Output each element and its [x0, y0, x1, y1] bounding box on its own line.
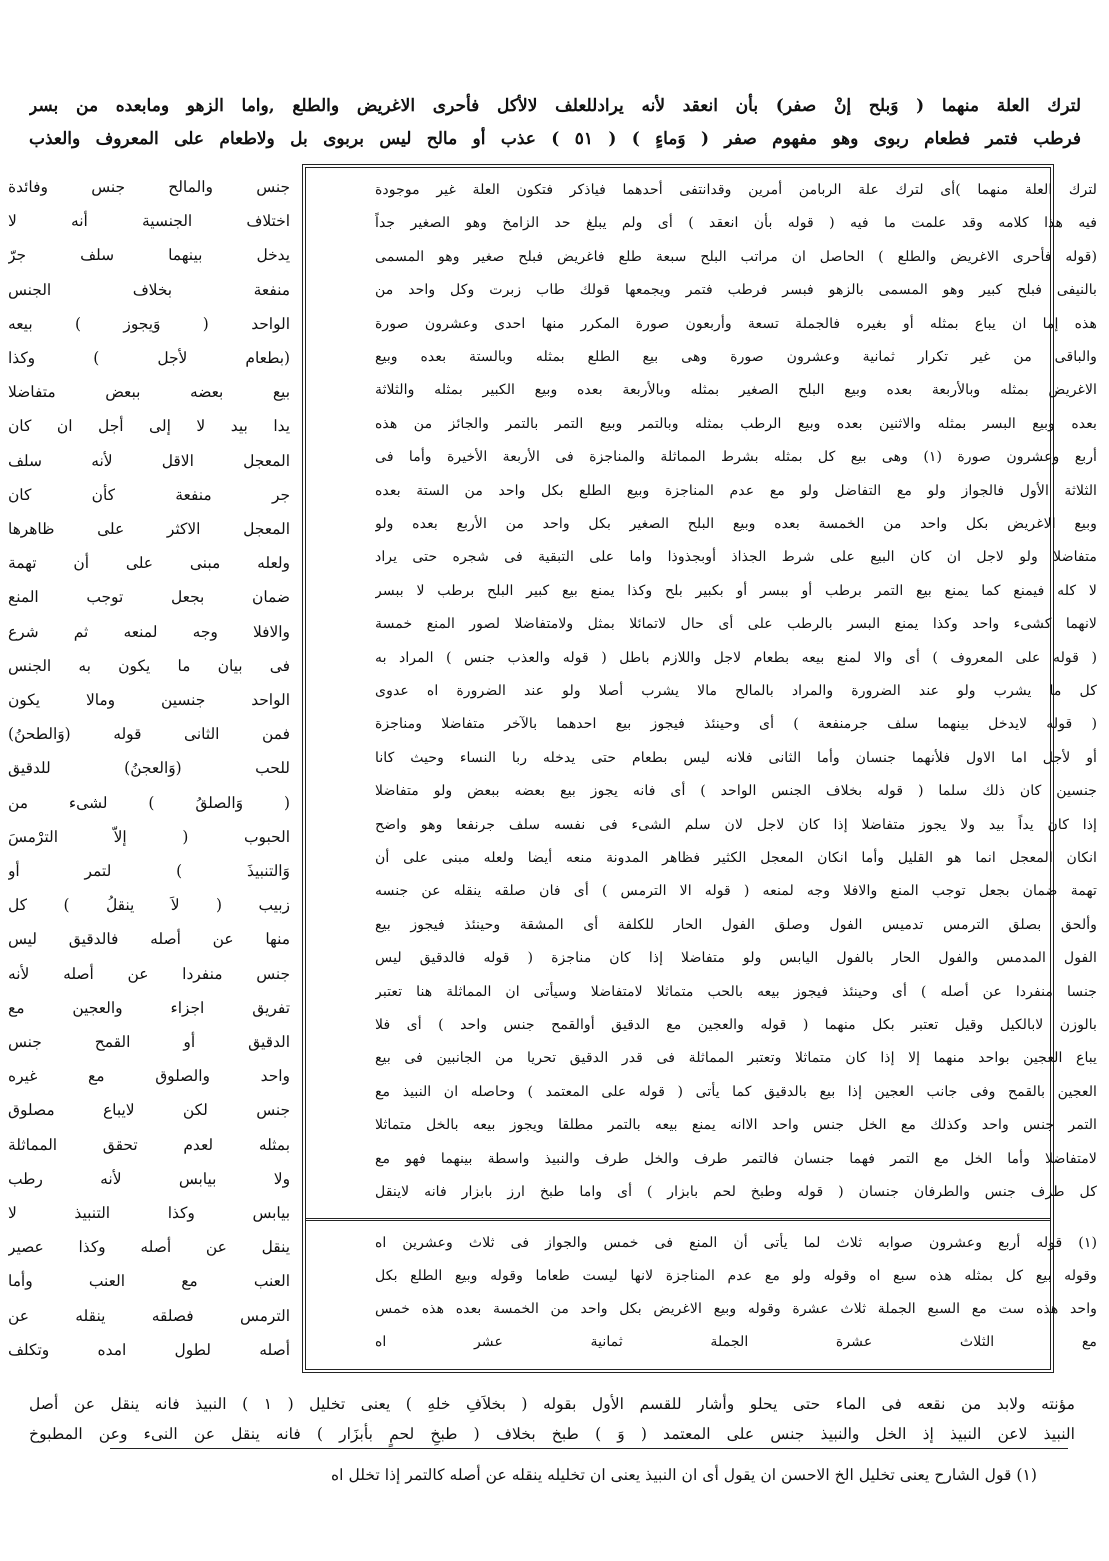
side-line: ينقل عن أصله وكذا عصير — [8, 1238, 290, 1257]
side-line: الواحد ( وَيجوز ) بيعه — [8, 314, 290, 333]
side-line: بيابس وكذا التنبيذ لا — [8, 1204, 290, 1222]
box-note-line: (١) قوله أربع وعشرون صوابه ثلاث لما يأتى أن المنع فى خمس والجواز فى ثلاث وعشرين اه — [375, 1235, 1097, 1251]
commentary-line: كل ما يشرب ولو عند الضرورة والمراد بالمالح مالا يشرب أصلا ولو عند الضرورة اه عدوى — [375, 683, 1097, 699]
side-line: جنس والمالح جنس وفائدة — [8, 178, 290, 196]
side-line: (بطعام لأجل ) وكذا — [8, 349, 290, 367]
commentary-line: الثلاثة الأول فالجواز ولو مع التفاضل ولو مع عدم المناجزة وبيع الطلع بكل واحد من الستة بعده — [375, 482, 1097, 499]
side-line: جر منفعة كأن كان — [8, 485, 290, 504]
commentary-line: تهمة ضمان بجعل توجب المنع والافلا وجه لمنعه ( قوله الا الترمس ) أى فان صلقه ينقله عن جنسه — [375, 883, 1097, 900]
side-line: فى بيان ما يكون به الجنس — [8, 656, 290, 675]
side-line: زبيب ( لاَ ينقلُ ) كل — [8, 896, 290, 915]
side-line: بمثله لعدم تحقق المماثلة — [8, 1135, 290, 1154]
commentary-line: التمر جنس واحد وكذلك مع الخل جنس واحد الاانه يمنع بيعه بالتمر مطلقا ويجوز بيعه بالخل متماثلا — [375, 1117, 1097, 1134]
commentary-line: هذه إما ان يباع بمثله أو بغيره فالجملة تسعة وأربعون صورة المكرر منها احدى وعشرون صورة — [375, 315, 1097, 332]
side-line: ولا بيابس لأنه رطب — [8, 1169, 290, 1188]
commentary-line: وألحق بصلق الترمس تدميس الفول وصلق الفول الحار للكلفة أى المشقة وحينئذ فيجوز بيع — [375, 916, 1097, 933]
box-note-line: واحد هذه ست مع السبع الجملة ثلاث عشرة وقوله وبيع الاغريض بكل واحد من الخمسة بعده هذه خمس — [375, 1301, 1097, 1317]
side-line: الحبوب ( إلاّ الترْمسَ — [8, 827, 290, 846]
commentary-line: بالنيفى فبلح كبير وهو المسمى بالزهو فبسر فرطب فتمر ويجمعها قولك طاب زبرت وكل واحد من — [375, 282, 1097, 299]
box-divider — [306, 1218, 1050, 1221]
side-line: يدا بيد لا إلى أجل ان كان — [8, 417, 290, 436]
top-line: فرطب فتمر فطعام ربوى وهو مفهوم صفر ( وَماءٍ ) ( ٥١ ) عذب أو مالح ليس بربوى بل ولاطعام على المعروف والعذب — [29, 129, 1081, 149]
commentary-line: متفاضلا ولو لاجل ان كان البيع على شرط الجذاذ أوبجذوذا واما على التبقية فى شجره حتى يراد — [375, 549, 1097, 566]
commentary-line: فيه هذا كلامه وقد علمت ما فيه ( قوله بأن انعقد ) أى ولم يبلغ حد الزامخ وهو الصغير جداً — [375, 215, 1097, 232]
commentary-line: ( قوله لايدخل بينهما سلف جرمنفعة ) أى وحينئذ فيجوز بيع احدهما بالآخر متفاضلا ومناجزة — [375, 716, 1097, 733]
side-line: وَالتنبيذَ ) لتمر أو — [8, 862, 290, 880]
side-line: للحب (وَالعجنُ) للدقيق — [8, 759, 290, 778]
side-line: الترمس فصلقه ينقله عن — [8, 1306, 290, 1325]
commentary-line: والباقى من غير تكرار ثمانية وعشرون صورة وهى بيع الطلع بمثله وبالستة بعده وبيع — [375, 349, 1097, 365]
side-line: تفريق اجزاء والعجين مع — [8, 998, 290, 1017]
commentary-line: (قوله فأحرى الاغريض والطلع ) الحاصل ان مراتب البلح سبعة طلع فاغريض فبلح صغير وهو المسمى — [375, 248, 1097, 265]
bottom-line: النبيذ لاعن النبيذ إذ الخل والنبيذ جنس على المعتمد ( وَ ) طبخ بخلاف ( طبخِ لحمٍ بأبزَار ) فانه ينقل عن النىء وعن المطبوخ — [29, 1425, 1075, 1443]
side-line: اختلاف الجنسية أنه لا — [8, 212, 290, 231]
side-line: جنس منفردا عن أصله لأنه — [8, 964, 290, 983]
bottom-line: مؤنته ولابد من نقعه فى الماء حتى يحلو وأشار للقسم الأول بقوله ( بخلاَفِ خلهِ ) يعنى تخليل ( ١ ) النبيذ فانه ينقل عن أصل — [29, 1395, 1075, 1413]
side-line: الواحد جنسين ومالا يكون — [8, 691, 290, 709]
commentary-line: لا كله فيمنع كما يمنع بيع التمر برطب أو ببسر أو بكبير بلح وكذا يمنع بيع كبير البلح برطب لا ببسر — [375, 582, 1097, 599]
commentary-line: أربع وعشرون صورة (١) وهى بيع كل بمثله بشرط المماثلة والمناجزة فى الأربعة الأخيرة وأما فى — [375, 449, 1097, 466]
side-line: العنب مع العنب وأما — [8, 1272, 290, 1291]
commentary-line: كل طرف جنس والطرفان جنسان ( قوله وطبخ لحم بابزار ) أى واما طبخ ارز بابزار فانه لاينقل — [375, 1184, 1097, 1200]
commentary-line: جنسا منفردا عن أصله ) أى وحينئذ فيجوز بيعه بالحب متماثلا لامتفاضلا وسيأتى ان المماثلة هنا تعتبر — [375, 983, 1097, 1000]
commentary-line: العجين بالقمح وفى جانب العجين إذا بيع بالدقيق كما يأتى ( قوله على المعتمد ) وحاصله ان النبيذ مع — [375, 1083, 1097, 1100]
side-line: بيع بعضه ببعض متفاضلا — [8, 383, 290, 402]
side-line: أصله لطول امده وتكلف — [8, 1340, 290, 1359]
top-line: لترك العلة منهما ( وَبلح إنْ صفر) بأن انعقد لأنه يرادللعلف لالأكل فأحرى الاغريض والطلع ,واما الزهو ومابعده من بسر — [29, 96, 1081, 116]
commentary-line: جنسين كان ذلك سلما ( قوله بخلاف الجنس الواحد ) أى فانه يجوز بيع بعضه ببعض ولو متفاضلا — [375, 783, 1097, 800]
footnote-rule — [110, 1448, 1068, 1449]
box-note-line: مع الثلاث عشرة الجملة ثمانية عشر اه — [375, 1334, 1097, 1350]
commentary-line: لترك العلة منهما )أى لترك علة الربامن أمرين وقدانتفى أحدهما فياذكر فتكون العلة غير موجودة — [375, 182, 1097, 198]
commentary-line: إذا كان يداً بيد ولا يجوز متفاضلا إذا كان لاجل لان سلم الشىء فى نفسه سلف جرنفعا وهو واضح — [375, 816, 1097, 833]
commentary-line: بعده وبيع البسر بمثله والاثنين بعده وبيع الرطب بمثله وبالتمر وبيع التمر بالتمر والجائز من هذه — [375, 415, 1097, 432]
commentary-line: لانهما كشىء واحد وكذا يمنع البسر بالرطب على أى حال لاتمائلا بمثل ولامتفاضلا لصور المنع خمسة — [375, 616, 1097, 633]
commentary-line: لامتفاضلا وأما الخل مع التمر فهما جنسان فالتمر طرف والخل طرف والنبيذ واسطة بينهما فهو مع — [375, 1150, 1097, 1167]
side-line: المعجل الاقل لأنه سلف — [8, 451, 290, 470]
side-line: ( وَالصلقُ ) لشىء من — [8, 793, 290, 812]
side-line: جنس لكن لايباع مصلوق — [8, 1101, 290, 1120]
footnote: (١) قول الشارح يعنى تخليل الخ الاحسن ان يقول أى ان النبيذ يعنى ان تخليله ينقله عن أصله كالتمر إذا تخلل اه — [330, 1466, 1037, 1484]
side-line: الدقيق أو القمح جنس — [8, 1033, 290, 1051]
side-line: ولعله مبنى على أن تهمة — [8, 554, 290, 573]
side-line: والافلا وجه لمنعه ثم شرع — [8, 622, 290, 641]
box-note-line: وقوله بيع كل بمثله هذه سبع اه وقوله ولو مع عدم المناجزة لانها ليست طعاما وقوله وبيع الطلع بكل — [375, 1268, 1097, 1284]
commentary-line: بالوزن لابالكيل وقيل تعتبر بكل منهما ( قوله والعجين مع الدقيق أوالقمح جنس واحد ) أى فلا — [375, 1017, 1097, 1033]
commentary-line: أو لأجل اما الاول فلأنهما جنسان وأما الثانى فلانه ليس بطعام حتى يدخله ربا النساء وحيث كانا — [375, 749, 1097, 766]
side-line: المعجل الاكثر على ظاهرها — [8, 520, 290, 538]
commentary-line: الاغريض بمثله وبالأربعة بعده وبيع البلح الصغير بمثله وبالأربعة بعده وبيع الكبير بمثله والثلاثة — [375, 382, 1097, 399]
commentary-line: الفول المدمس والفول الحار بالفول اليابس ولو متفاضلا إذا كان مناجزة ( قوله فالدقيق ليس — [375, 950, 1097, 967]
side-line: منها عن أصله فالدقيق ليس — [8, 930, 290, 949]
side-line: ضمان بجعل توجب المنع — [8, 588, 290, 607]
side-line: واحد والصلوق مع غيره — [8, 1067, 290, 1086]
side-line: منفعة بخلاف الجنس — [8, 280, 290, 299]
side-line: فمن الثانى قوله (وَالطحنُ) — [8, 725, 290, 744]
commentary-line: وبيع الاغريض بكل واحد من الخمسة بعده وبيع البلح الصغير بكل واحد من الأربع بعده ولو — [375, 516, 1097, 532]
commentary-line: ( قوله على المعروف ) أى والا لمنع بيعه بطعام لاجل واللازم باطل ( قوله والعذب جنس ) المراد به — [375, 649, 1097, 666]
commentary-line: يباع العجين بواحد منهما إلا إذا كان متماثلا وتعتبر المماثلة فى قدر الدقيق تحريا من الجانبين فى بيع — [375, 1050, 1097, 1067]
side-line: يدخل بينهما سلف جرّ — [8, 246, 290, 265]
commentary-line: انكان المعجل انما هو القليل وأما انكان المعجل الكثير فظاهر المدونة منعه أيضا ولعله مبنى على أن — [375, 850, 1097, 866]
